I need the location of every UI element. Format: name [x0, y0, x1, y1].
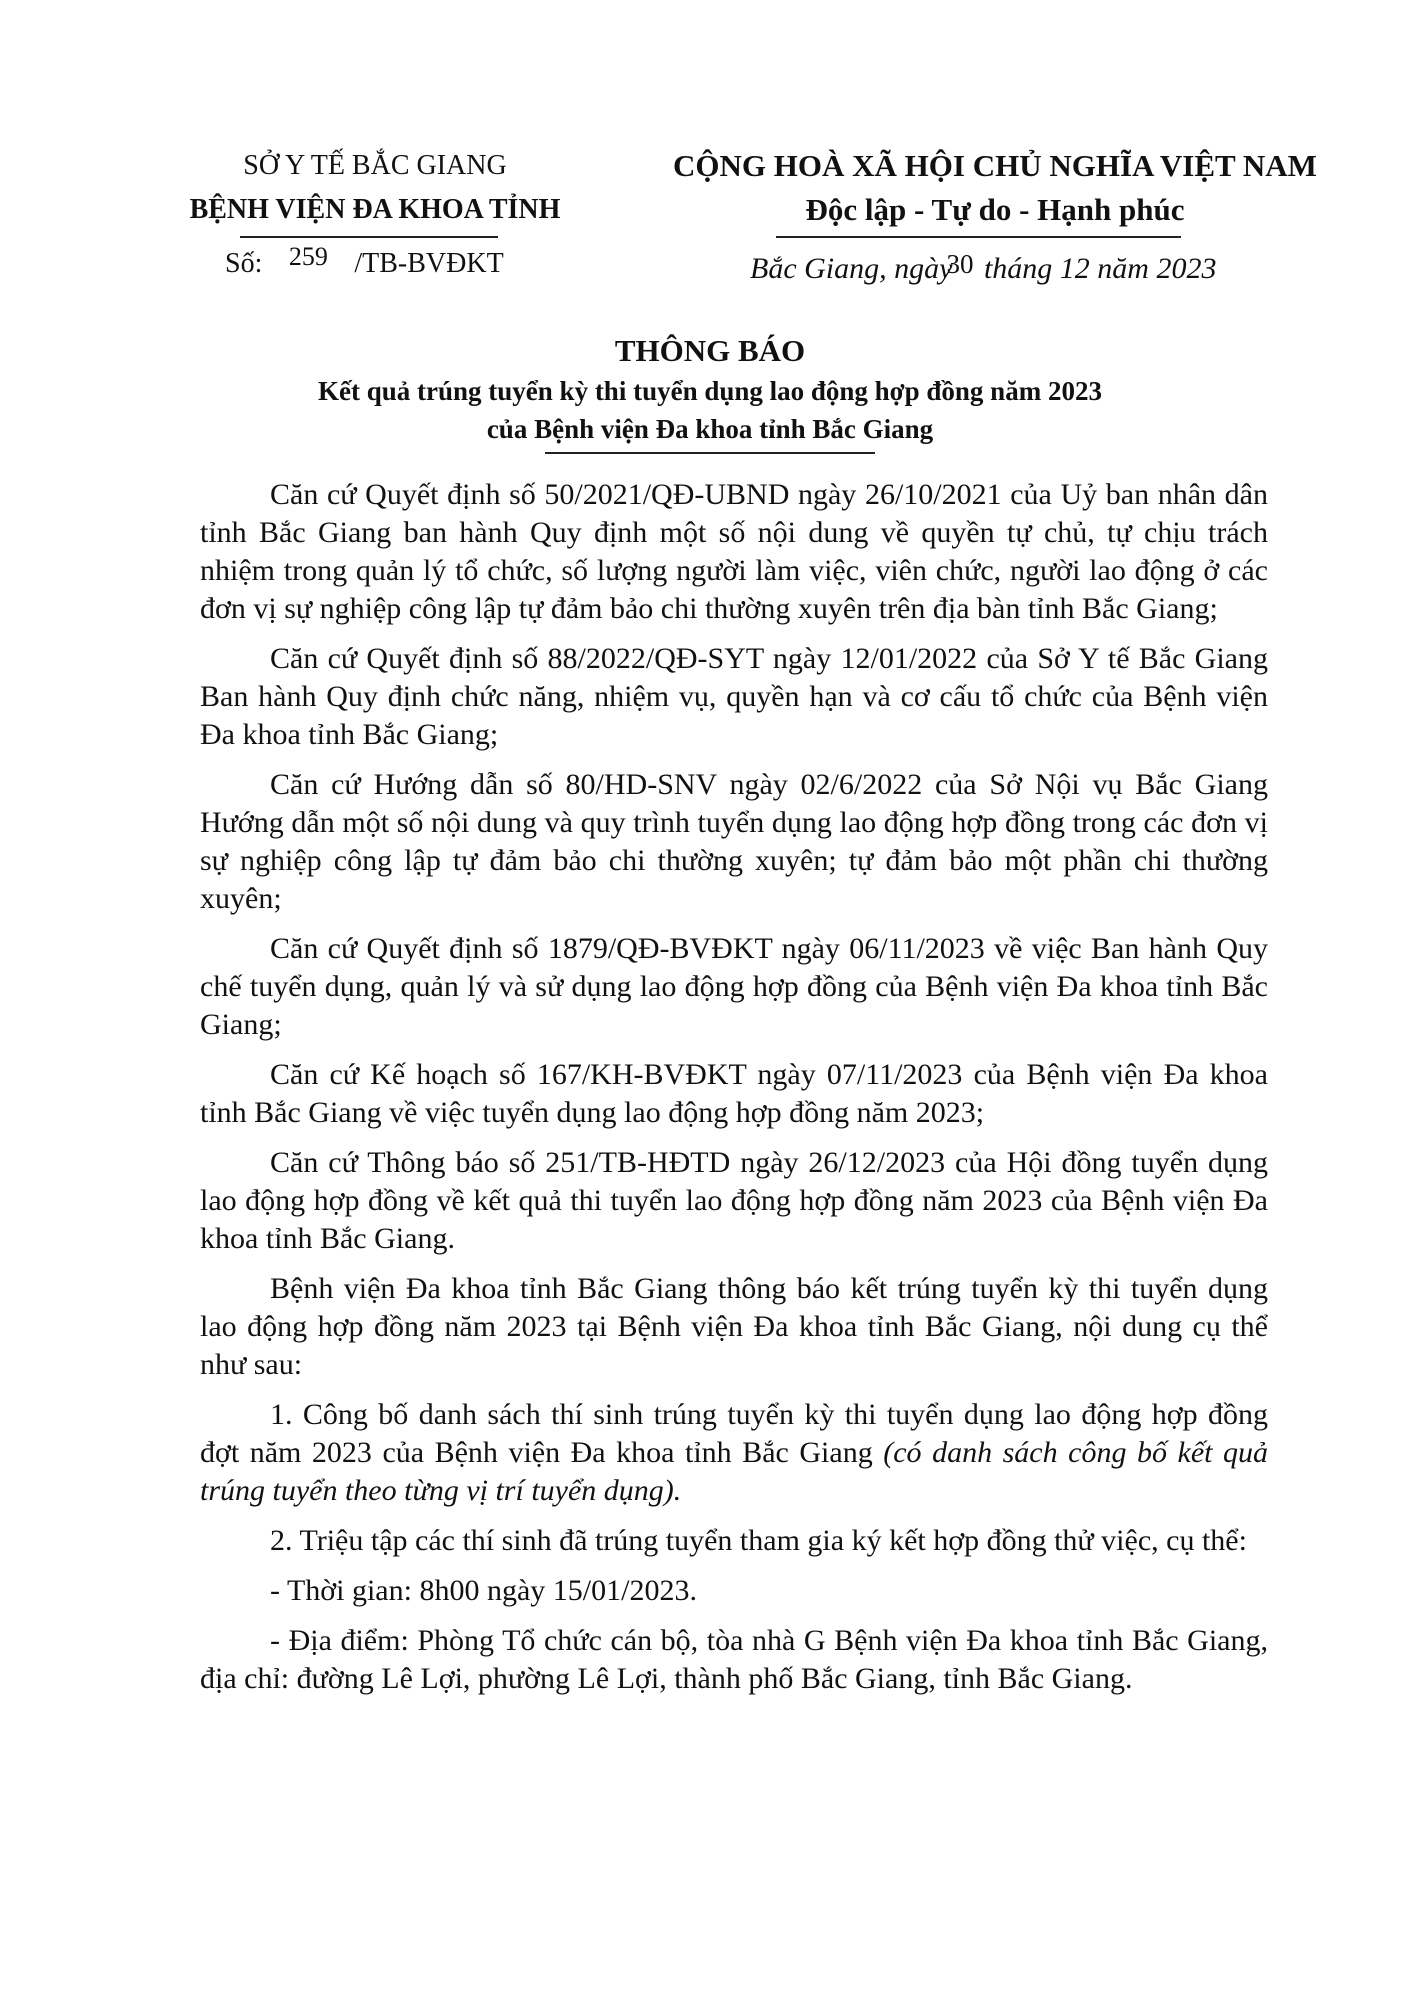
item-1-text: 1. Công bố danh sách thí sinh trúng tuyển kỳ thi tuyển dụng lao động hợp đồng đợt năm 2023 của Bệnh viện Đa khoa tỉnh Bắc Giang: [200, 1398, 1268, 1469]
motto-underline: [776, 236, 1181, 238]
issue-date-prefix: Bắc Giang, ngày: [750, 252, 953, 285]
paragraph: Căn cứ Kế hoạch số 167/KH-BVĐKT ngày 07/11/2023 của Bệnh viện Đa khoa tỉnh Bắc Giang về việc tuyển dụng lao động hợp đồng năm 2023;: [200, 1058, 1268, 1129]
document-subject-line-1: Kết quả trúng tuyển kỳ thi tuyển dụng lao động hợp đồng năm 2023: [318, 376, 1102, 406]
country-name: CỘNG HOÀ XÃ HỘI CHỦ NGHĨA VIỆT NAM: [673, 148, 1317, 183]
document-number-prefix: Số:: [225, 248, 263, 279]
document-subject-line-2: của Bệnh viện Đa khoa tỉnh Bắc Giang: [486, 414, 934, 444]
document-title-block: [120, 330, 1300, 454]
document-number: [225, 242, 504, 280]
paragraph: Căn cứ Hướng dẫn số 80/HD-SNV ngày 02/6/2022 của Sở Nội vụ Bắc Giang Hướng dẫn một số nội dung và quy trình tuyển dụng lao động hợp đồng trong các đơn vị sự nghiệp công lập tự đảm bảo chi thường xuyên; tự đảm bảo một phần chi thường xuyên;: [200, 768, 1268, 915]
national-title-block: [655, 144, 1335, 238]
paragraph: Bệnh viện Đa khoa tỉnh Bắc Giang thông báo kết trúng tuyển kỳ thi tuyển dụng lao động hợp đồng năm 2023 tại Bệnh viện Đa khoa tỉnh Bắc Giang, nội dung cụ thể như sau:: [200, 1272, 1268, 1381]
paragraph-item-1: [200, 1396, 1268, 1510]
issue-date-suffix: tháng 12 năm 2023: [983, 252, 1217, 285]
paragraph: Căn cứ Quyết định số 50/2021/QĐ-UBND ngày 26/10/2021 của Uỷ ban nhân dân tỉnh Bắc Giang ban hành Quy định một số nội dung về quyền tự chủ, tự chịu trách nhiệm trong quản lý tổ chức, số lượng người làm việc, viên chức, người lao động ở các đơn vị sự nghiệp công lập tự đảm bảo chi thường xuyên trên địa bàn tỉnh Bắc Giang;: [200, 478, 1268, 625]
agency-name: BỆNH VIỆN ĐA KHOA TỈNH: [189, 194, 561, 225]
paragraph: - Địa điểm: Phòng Tổ chức cán bộ, tòa nhà G Bệnh viện Đa khoa tỉnh Bắc Giang, địa chỉ: đường Lê Lợi, phường Lê Lợi, thành phố Bắc Giang, tỉnh Bắc Giang.: [200, 1624, 1268, 1695]
paragraph: Căn cứ Thông báo số 251/TB-HĐTD ngày 26/12/2023 của Hội đồng tuyển dụng lao động hợp đồng về kết quả thi tuyển lao động hợp đồng năm 2023 của Bệnh viện Đa khoa tỉnh Bắc Giang.: [200, 1146, 1268, 1255]
paragraph: 2. Triệu tập các thí sinh đã trúng tuyển tham gia ký kết hợp đồng thử việc, cụ thể:: [270, 1524, 1247, 1557]
national-motto: Độc lập - Tự do - Hạnh phúc: [805, 192, 1185, 227]
document-type: THÔNG BÁO: [614, 333, 806, 368]
issue-date: [750, 249, 1217, 286]
title-underline: [545, 452, 875, 454]
paragraph: Căn cứ Quyết định số 1879/QĐ-BVĐKT ngày 06/11/2023 về việc Ban hành Quy chế tuyển dụng, quản lý và sử dụng lao động hợp đồng của Bệnh viện Đa khoa tỉnh Bắc Giang;: [200, 932, 1268, 1041]
document-number-value: 259: [288, 242, 328, 271]
document-body: [200, 476, 1268, 1698]
document-number-suffix: /TB-BVĐKT: [354, 248, 504, 279]
item-1-note: (có danh sách công bố kết quả trúng tuyển theo từng vị trí tuyển dụng).: [200, 1436, 1268, 1507]
agency-underline: [240, 236, 498, 238]
parent-agency: SỞ Y TẾ BẮC GIANG: [243, 150, 507, 181]
paragraph: - Thời gian: 8h00 ngày 15/01/2023.: [270, 1574, 697, 1607]
issuing-agency-block: [140, 144, 610, 238]
paragraph: Căn cứ Quyết định số 88/2022/QĐ-SYT ngày 12/01/2022 của Sở Y tế Bắc Giang Ban hành Quy định chức năng, nhiệm vụ, quyền hạn và cơ cấu tổ chức của Bệnh viện Đa khoa tỉnh Bắc Giang;: [200, 642, 1268, 751]
issue-date-day: 30: [946, 249, 974, 279]
